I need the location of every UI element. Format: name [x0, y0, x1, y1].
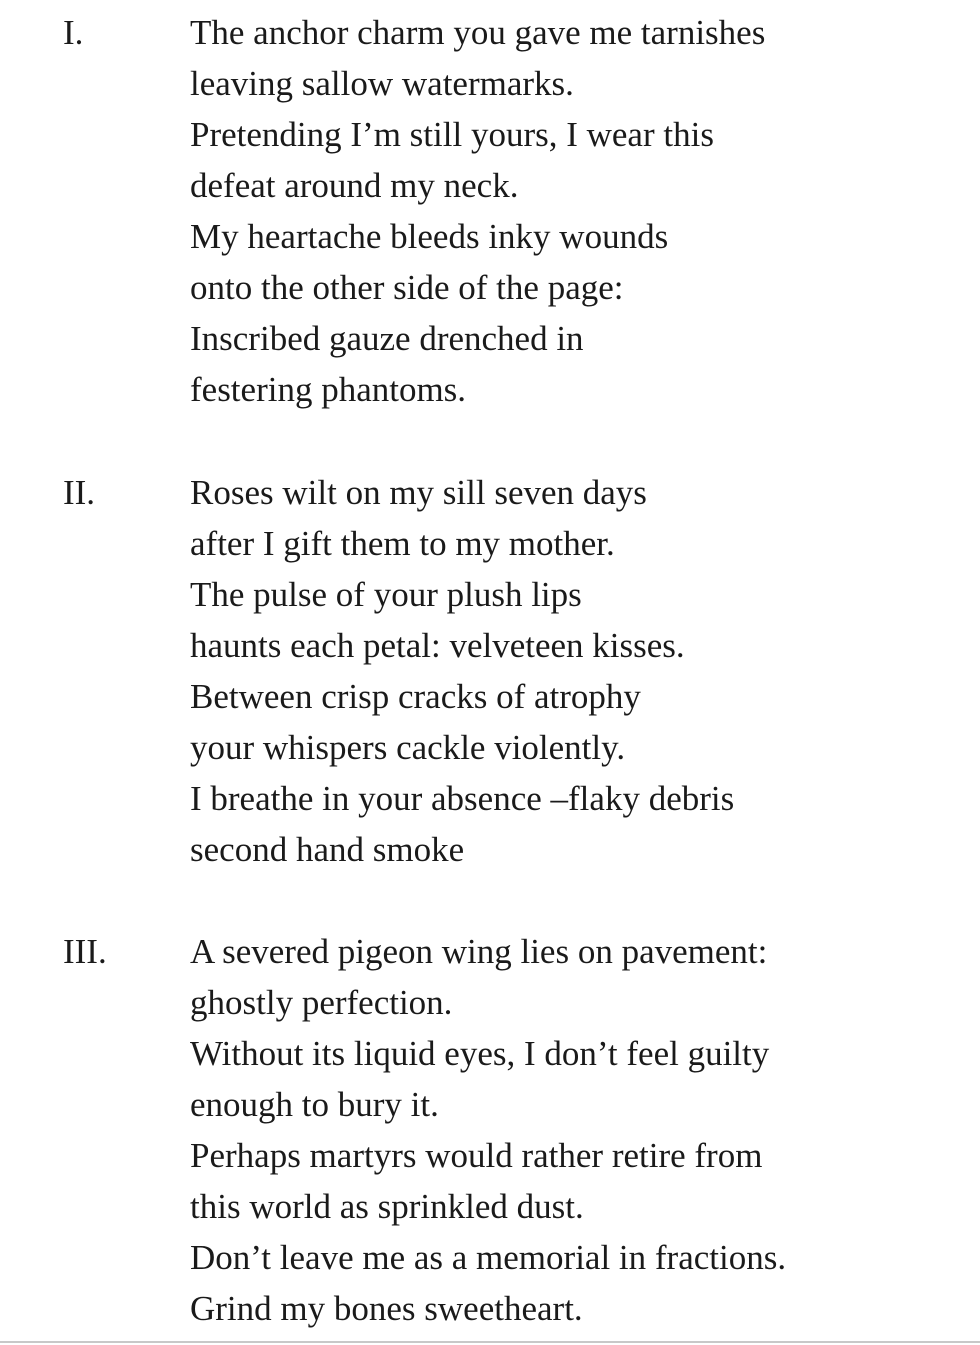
poem-line: Pretending I’m still yours, I wear this — [190, 115, 714, 154]
poem-line: The pulse of your plush lips — [190, 575, 582, 614]
poem-line: Perhaps martyrs would rather retire from — [190, 1136, 763, 1175]
poem-line: ghostly perfection. — [190, 983, 453, 1022]
poem-line: A severed pigeon wing lies on pavement: — [190, 932, 768, 971]
poem-line: onto the other side of the page: — [190, 268, 624, 307]
poem-line: second hand smoke — [190, 830, 465, 869]
poem-line: after I gift them to my mother. — [190, 524, 615, 563]
poem-line: haunts each petal: velveteen kisses. — [190, 626, 685, 665]
stanza-lines — [190, 926, 960, 1334]
page-bottom-divider — [0, 1341, 980, 1343]
stanza-numeral: III. — [63, 932, 107, 971]
poem-line: defeat around my neck. — [190, 166, 519, 205]
poem-line: Between crisp cracks of atrophy — [190, 677, 641, 716]
poem-line: I breathe in your absence –flaky debris — [190, 779, 735, 818]
poem-line: Inscribed gauze drenched in — [190, 319, 584, 358]
stanza-numeral: I. — [63, 13, 84, 52]
poem-line: your whispers cackle violently. — [190, 728, 626, 767]
poem-line: Roses wilt on my sill seven days — [190, 473, 647, 512]
poem-line: festering phantoms. — [190, 370, 467, 409]
stanza-lines — [190, 7, 960, 415]
poem-line: leaving sallow watermarks. — [190, 64, 574, 103]
stanza-lines — [190, 467, 960, 875]
poem-line: Without its liquid eyes, I don’t feel guilty — [190, 1034, 770, 1073]
poem-line: enough to bury it. — [190, 1085, 439, 1124]
poem-line: Grind my bones sweetheart. — [190, 1289, 583, 1328]
poem-line: this world as sprinkled dust. — [190, 1187, 584, 1226]
poem-line: The anchor charm you gave me tarnishes — [190, 13, 766, 52]
stanza-numeral: II. — [63, 473, 96, 512]
poem-line: Don’t leave me as a memorial in fractions. — [190, 1238, 787, 1277]
poem-line: My heartache bleeds inky wounds — [190, 217, 669, 256]
